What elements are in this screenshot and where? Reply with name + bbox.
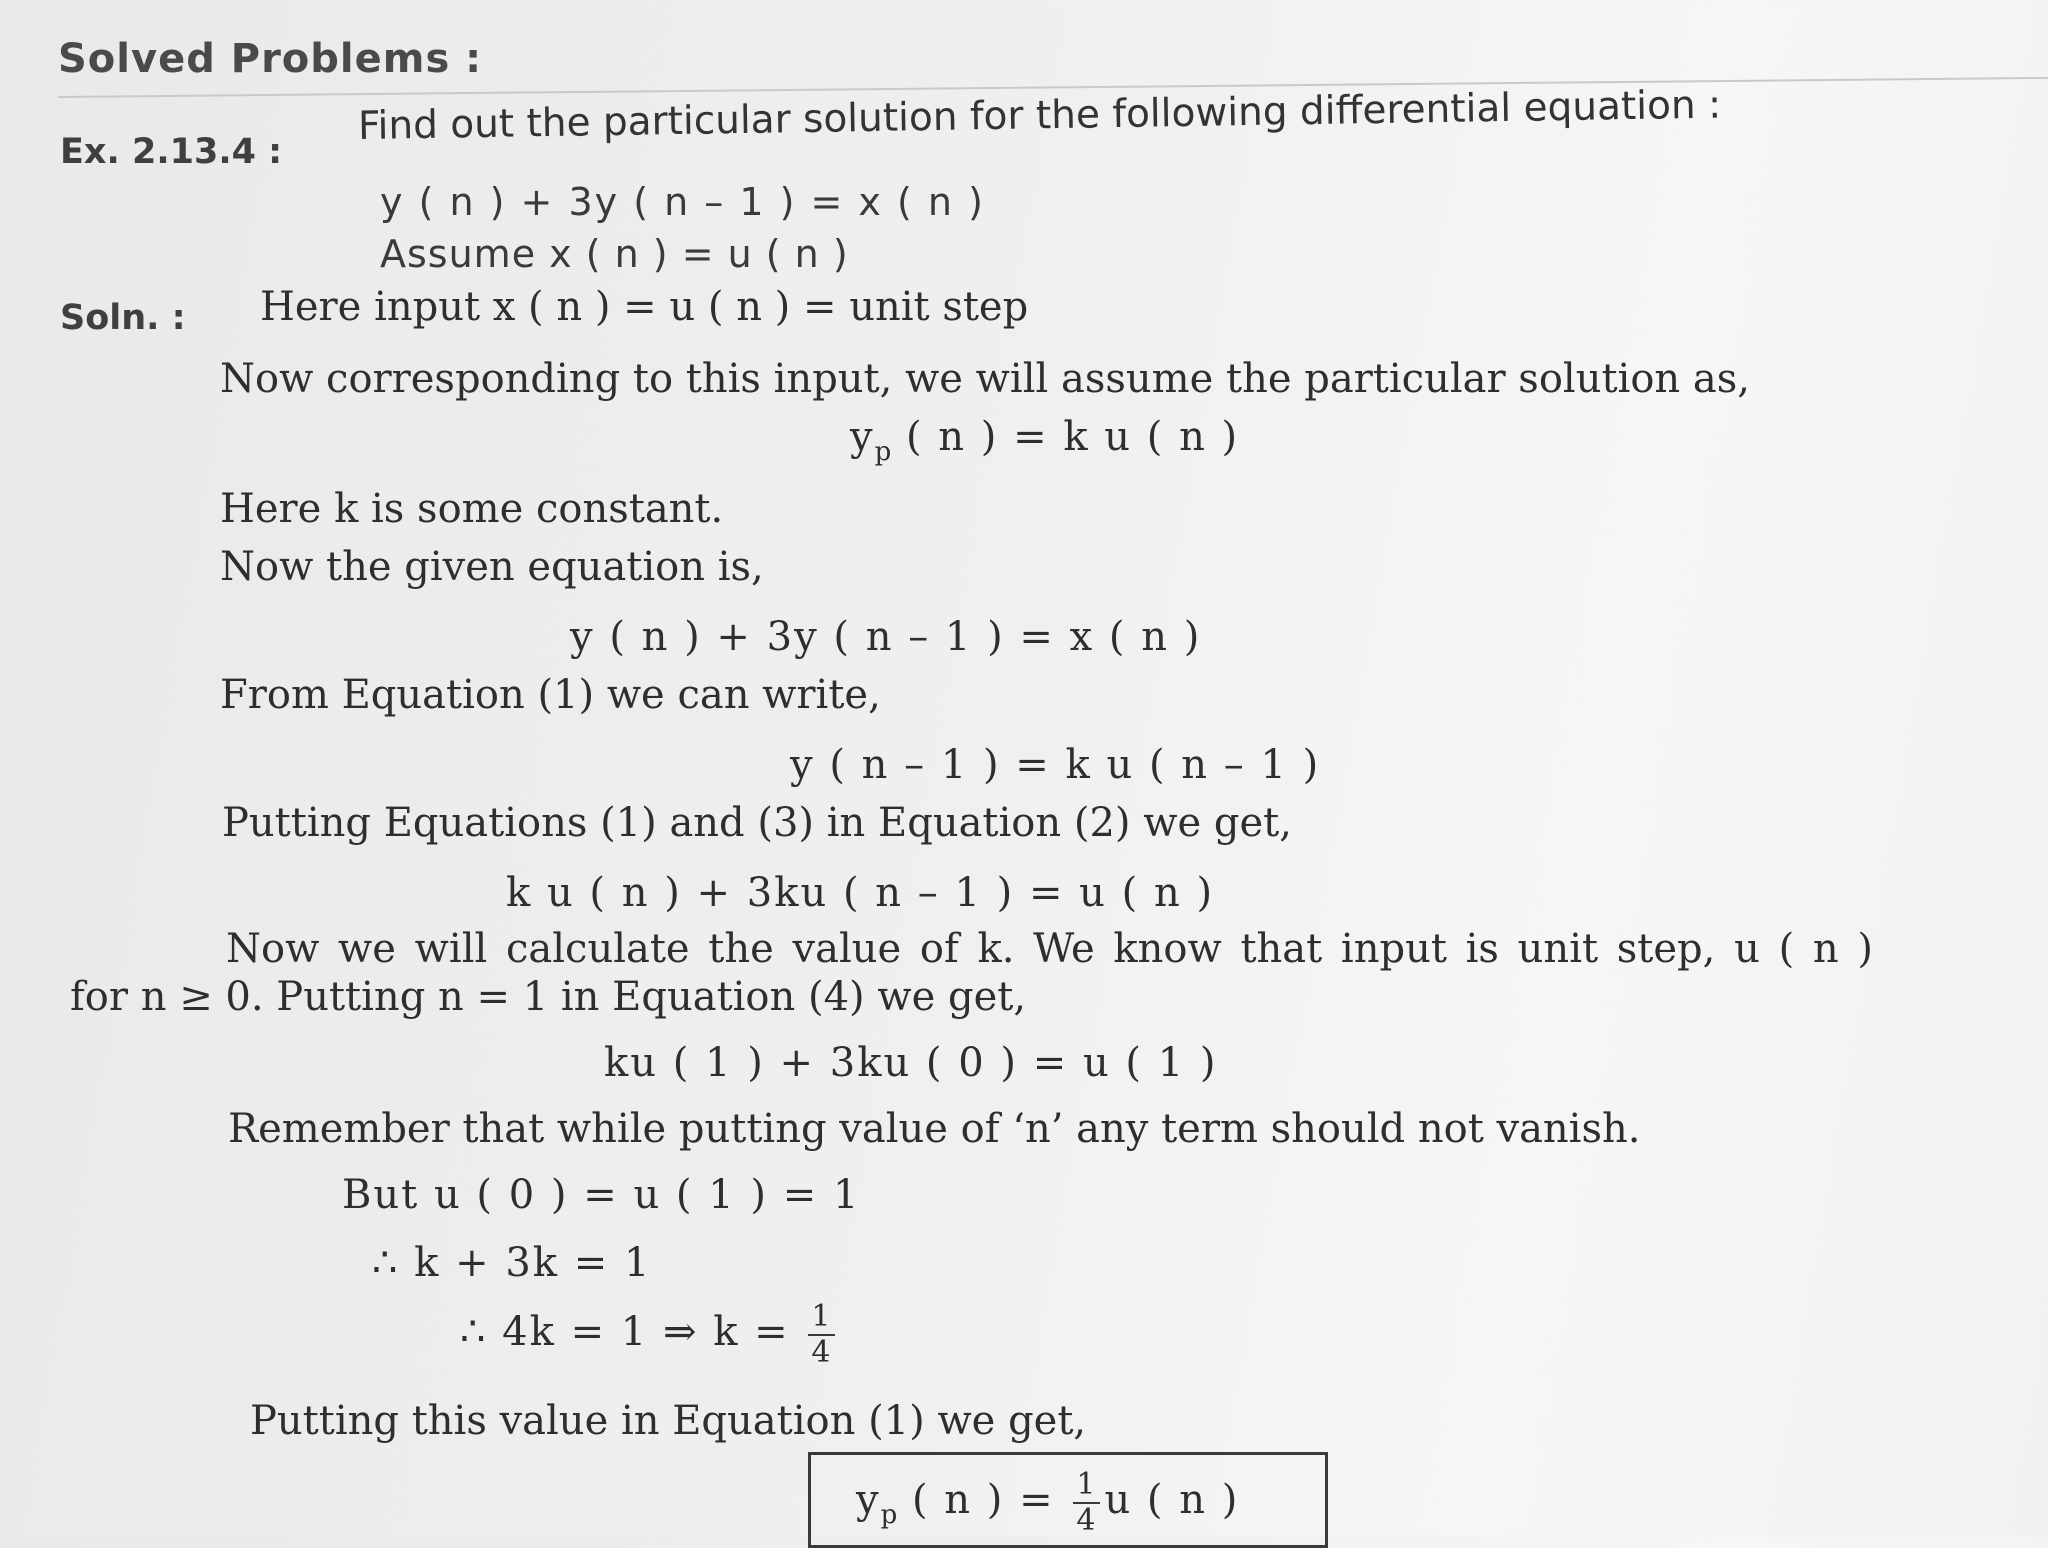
example-problem-text: Find out the particular solution for the following differential equation : <box>357 82 1722 149</box>
solution-intro: Here input x ( n ) = u ( n ) = unit step <box>260 284 1029 330</box>
equation-1-subscript: p <box>874 437 892 467</box>
fraction-one-quarter <box>808 1299 835 1370</box>
equation-3: y ( n – 1 ) = k u ( n – 1 ) <box>790 742 1321 788</box>
example-label: Ex. 2.13.4 : <box>60 132 283 172</box>
section-heading: Solved Problems : <box>58 36 483 82</box>
final-result <box>856 1467 1240 1538</box>
fraction-numerator: 1 <box>808 1302 835 1336</box>
final-result-lhs: y <box>856 1477 881 1523</box>
final-result-rest: u ( n ) <box>1104 1477 1240 1523</box>
solution-line-3: Now the given equation is, <box>220 544 764 590</box>
equation-6: But u ( 0 ) = u ( 1 ) = 1 <box>342 1172 861 1218</box>
solution-line-8: Remember that while putting value of ‘n’ any term should not vanish. <box>228 1106 1641 1152</box>
solution-line-4: From Equation (1) we can write, <box>220 672 881 718</box>
example-equation: y ( n ) + 3y ( n – 1 ) = x ( n ) <box>380 180 985 224</box>
final-fraction-denominator: 4 <box>1076 1503 1098 1538</box>
final-fraction <box>1073 1467 1100 1538</box>
example-assumption: Assume x ( n ) = u ( n ) <box>380 232 849 276</box>
fraction-denominator: 4 <box>811 1335 833 1370</box>
solution-line-2: Here k is some constant. <box>220 486 724 532</box>
equation-8 <box>460 1299 839 1370</box>
equation-8-text: ∴ 4k = 1 ⇒ k = <box>460 1309 790 1355</box>
solution-line-5: Putting Equations (1) and (3) in Equation (2) we get, <box>222 800 1292 846</box>
solution-label: Soln. : <box>60 298 186 338</box>
final-result-mid: ( n ) = <box>911 1477 1055 1523</box>
equation-2: y ( n ) + 3y ( n – 1 ) = x ( n ) <box>570 614 1202 660</box>
final-fraction-numerator: 1 <box>1073 1470 1100 1504</box>
solution-line-9: Putting this value in Equation (1) we get, <box>250 1398 1087 1444</box>
equation-4: k u ( n ) + 3ku ( n – 1 ) = u ( n ) <box>506 870 1215 916</box>
equation-1-lhs: y <box>850 414 875 460</box>
equation-1 <box>850 414 1239 467</box>
solution-line-7: for n ≥ 0. Putting n = 1 in Equation (4) we get, <box>70 974 1027 1020</box>
equation-1-rest: ( n ) = k u ( n ) <box>905 414 1240 460</box>
solution-line-6: Now we will calculate the value of k. We know that input is unit step, u ( n ) <box>226 926 1873 972</box>
solution-line-1: Now corresponding to this input, we will assume the particular solution as, <box>220 356 1750 402</box>
final-result-subscript: p <box>880 1500 898 1530</box>
equation-7: ∴ k + 3k = 1 <box>372 1240 652 1286</box>
equation-5: ku ( 1 ) + 3ku ( 0 ) = u ( 1 ) <box>604 1040 1218 1086</box>
